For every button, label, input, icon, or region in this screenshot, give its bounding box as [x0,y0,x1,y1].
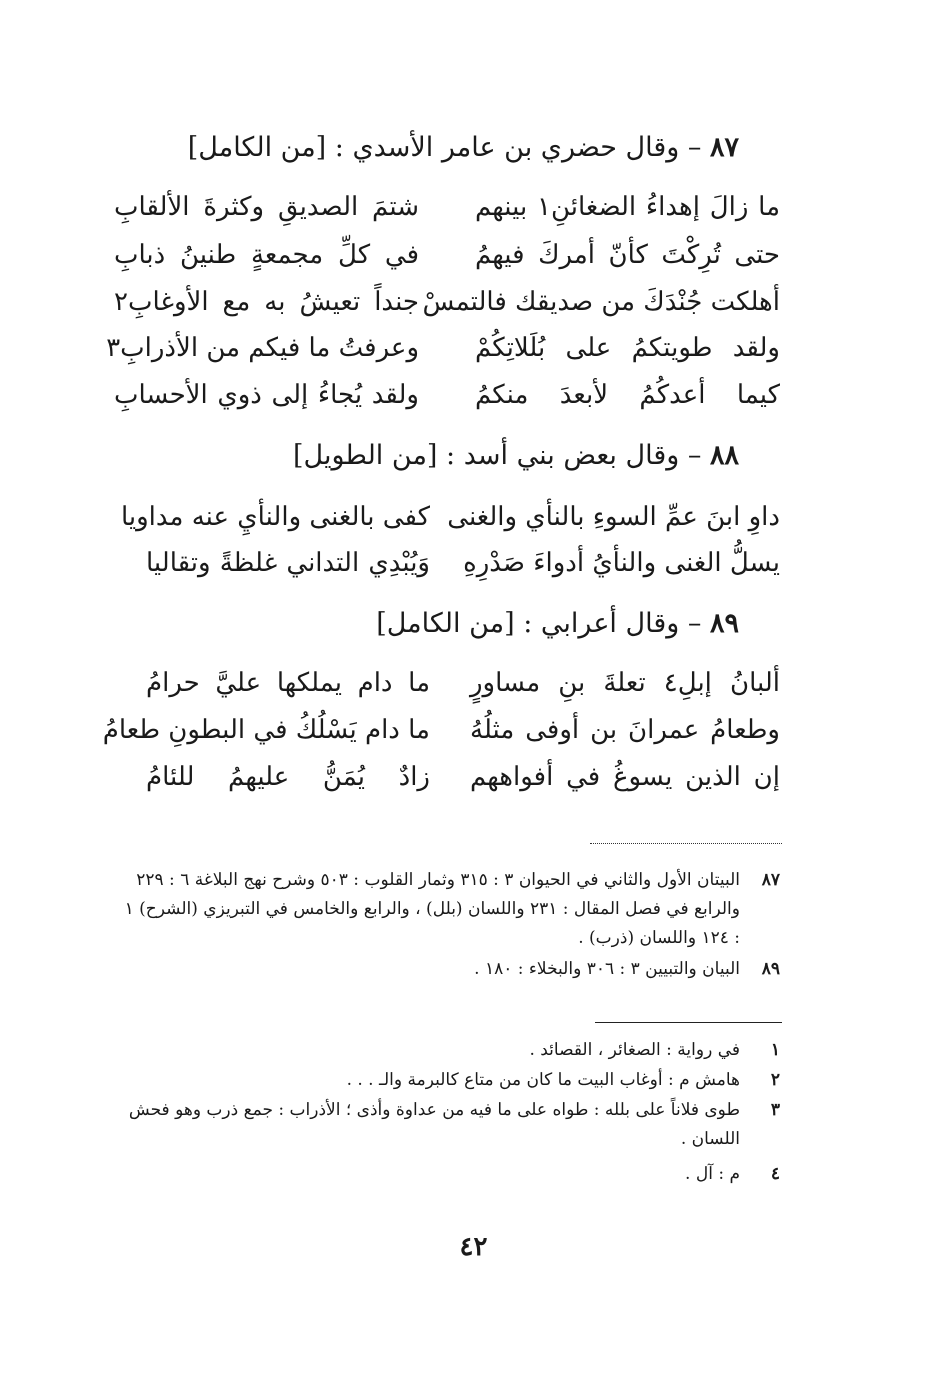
verse-first-hemistich: أهلكت جُنْدَكَ من صديقك فالتمسْ [422,287,780,317]
verse-second-hemistich: وَيُبْدِي التداني غلظةً وتقاليا [146,548,430,578]
verse-line [146,538,780,588]
footnote-number: ٣ [770,1100,780,1120]
section-number: ٨٩ [709,608,739,639]
footnote-text: طوى فلاناً على بلله : طواه على ما فيه من عداوة وأذى ؛ الأذراب : جمع ذرب وهو فحش اللسان . [128,1100,740,1149]
verse-line [114,230,780,280]
verse-second-hemistich: شتمَ الصديقِ وكثرةَ الألقابِ [114,192,419,222]
verse-line [146,752,780,802]
verse-first-hemistich: داوِ ابنَ عمِّ السوءِ بالنأي والغنى [447,502,780,532]
source-note [114,955,780,984]
verse-first-hemistich: وطعامُ عمرانَ بن أوفى مثلُهُ [470,715,780,745]
verse-first-hemistich: ألبانُ إبلِ٤ تعلةَ بنِ مساورٍ [470,668,780,698]
verse-line [114,182,780,232]
page-number: ٤٢ [459,1232,488,1262]
verse-line [114,277,780,327]
verse-line [120,492,780,542]
verse-second-hemistich: ما دام يملكها عليَّ حرامُ [146,668,430,698]
footnote-text: هامش م : أوغاب البيت ما كان من متاع كالبرمة والـ . . . [346,1070,740,1090]
section-number: ٨٨ [709,440,739,471]
note-number: ٨٩ [761,959,780,979]
section-heading-87 [188,132,739,163]
verse-first-hemistich: إن الذين يسوغُ في أفواههم [470,762,780,792]
section-number: ٨٧ [709,132,739,163]
footnote-text: م : آل . [685,1164,740,1184]
section-heading-88 [293,440,739,471]
dotted-separator [590,843,782,844]
footnote-separator [595,1022,782,1023]
verse-first-hemistich: ولقد طويتكمُ على بُلَلاتِكُمْ [475,333,780,363]
verse-line [114,370,780,420]
verse-second-hemistich: ما دام يَسْلُكُ في البطونِ طعامُ [102,715,430,745]
verse-second-hemistich: في كلِّ مجمعةٍ طنينُ ذبابِ [114,240,419,270]
source-note [114,866,780,953]
verse-line [106,323,780,373]
footnote [114,1036,780,1065]
verse-second-hemistich: وعرفتُ ما فيكم من الأذرابِ٣ [106,333,419,363]
footnote [114,1066,780,1095]
note-text: البيتان الأول والثاني في الحيوان ٣ : ٣١٥ وثمار القلوب : ٥٠٣ وشرح نهج البلاغة ٦ : ٢٢٩ والرابع في فصل المقال : ٢٣١ واللسان (بلل) ، والرابع والخامس في التبريزي (الشرح) ١ : ١٢٤ واللسان (ذرب) . [124,870,740,948]
section-title: – وقال بعض بني أسد : [من الطويل] [292,440,710,471]
footnote-number: ٢ [770,1070,780,1090]
verse-first-hemistich: يسلُّ الغنى والنأيُ أدواءَ صَدْرِهِ [463,548,780,578]
verse-line [102,705,780,755]
footnote [114,1160,780,1189]
verse-first-hemistich: كيما أعدكُمُ لأبعدَ منكمُ [475,380,780,410]
footnote-number: ١ [770,1040,780,1060]
verse-first-hemistich: ما زالَ إهداءُ الضغائنِ١ بينهم [475,192,780,222]
verse-first-hemistich: حتى تُرِكْتَ كأنّ أمركَ فيهمُ [475,240,780,270]
section-title: – وقال أعرابي : [من الكامل] [376,608,710,639]
footnote-text: في رواية : الصغائر ، القصائد . [529,1040,740,1060]
footnote-number: ٤ [770,1164,780,1184]
note-text: البيان والتبيين ٣ : ٣٠٦ والبخلاء : ١٨٠ . [474,959,740,979]
verse-second-hemistich: جنداً تعيشُ به مع الأوغابِ٢ [114,287,419,317]
footnote [114,1096,780,1154]
section-title: – وقال حضري بن عامر الأسدي : [من الكامل] [187,132,710,163]
verse-second-hemistich: زادٌ يُمَنُّ عليهمُ للئامُ [146,762,430,792]
verse-second-hemistich: كفى بالغنى والنأيِ عنه مداويا [120,502,430,532]
section-heading-89 [376,608,739,639]
note-number: ٨٧ [761,870,780,890]
verse-line [146,658,780,708]
verse-second-hemistich: ولقد يُجاءُ إلى ذوي الأحسابِ [114,380,419,410]
